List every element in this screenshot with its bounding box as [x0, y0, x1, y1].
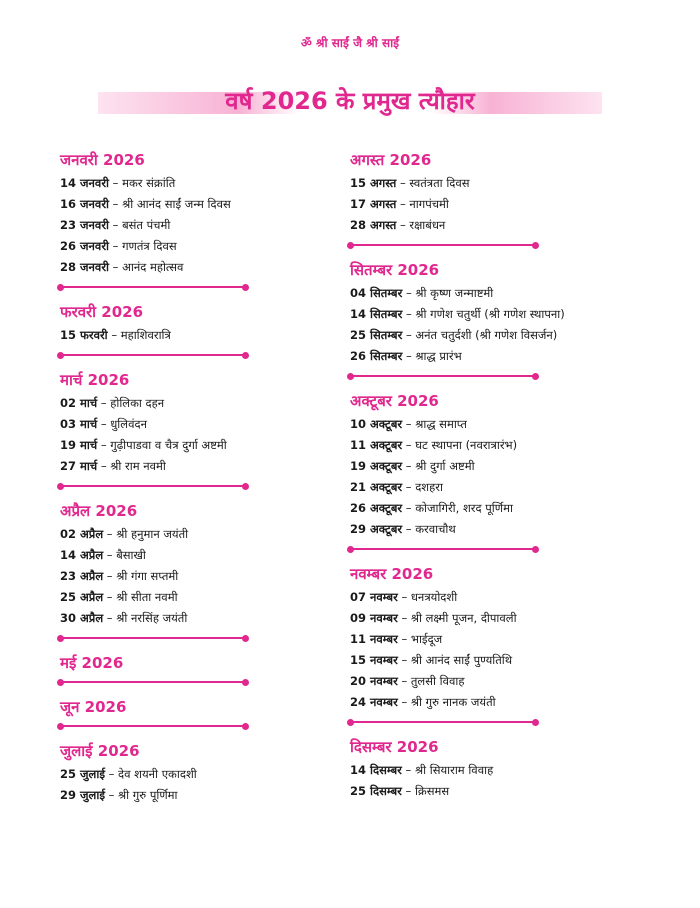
month-section — [60, 501, 350, 653]
festival-entry — [60, 587, 350, 608]
festival-date: 15 अगस्त — [350, 176, 397, 190]
festival-name: दशहरा — [415, 480, 443, 494]
section-divider — [60, 485, 246, 487]
section-divider — [350, 244, 536, 246]
festival-name: स्वतंत्रता दिवस — [409, 176, 470, 190]
entry-separator: – — [399, 197, 406, 211]
month-section — [60, 741, 350, 806]
month-title: दिसम्बर 2026 — [350, 738, 439, 756]
festival-date: 24 नवम्बर — [350, 695, 398, 709]
month-title: अप्रैल 2026 — [60, 502, 138, 520]
festival-name: बसंत पंचमी — [122, 218, 171, 232]
festival-name: श्री गणेश चतुर्थी (श्री गणेश स्थापना) — [415, 307, 565, 321]
festival-entry — [350, 692, 640, 713]
festival-name: होलिका दहन — [110, 396, 165, 410]
right-column — [350, 150, 640, 802]
entry-separator: – — [106, 569, 113, 583]
entry-separator: – — [405, 501, 412, 515]
festival-entry — [350, 781, 640, 802]
festival-name: गुढ़ीपाडवा व चैत्र दुर्गा अष्टमी — [110, 438, 227, 452]
month-section — [60, 697, 350, 741]
festival-name: अनंत चतुर्दशी (श्री गणेश विसर्जन) — [415, 328, 558, 342]
festival-name: रक्षाबंधन — [409, 218, 446, 232]
festival-name: श्री लक्ष्मी पूजन, दीपावली — [410, 611, 517, 625]
section-gap — [60, 288, 350, 302]
festival-entry — [60, 764, 350, 785]
entry-separator: – — [108, 788, 115, 802]
festival-name: श्री गंगा सप्तमी — [116, 569, 179, 583]
festival-name: धनत्रयोदशी — [410, 590, 458, 604]
section-divider — [60, 286, 246, 288]
festival-name: गणतंत्र दिवस — [122, 239, 177, 253]
section-gap — [350, 246, 640, 260]
entry-separator: – — [106, 611, 113, 625]
month-section — [350, 391, 640, 564]
festival-date: 29 जुलाई — [60, 788, 105, 802]
festival-date: 14 सितम्बर — [350, 307, 403, 321]
festival-entry — [60, 566, 350, 587]
festival-entry — [350, 498, 640, 519]
festival-date: 25 दिसम्बर — [350, 784, 402, 798]
month-title: मई 2026 — [60, 654, 124, 672]
festival-date: 03 मार्च — [60, 417, 98, 431]
festival-name: श्री दुर्गा अष्टमी — [415, 459, 475, 473]
festival-date: 28 जनवरी — [60, 260, 109, 274]
entry-separator: – — [106, 548, 113, 562]
left-column — [60, 150, 350, 806]
festival-entry — [60, 215, 350, 236]
section-gap — [60, 356, 350, 370]
entry-separator: – — [100, 417, 107, 431]
festival-entry — [350, 215, 640, 236]
entry-separator: – — [106, 527, 113, 541]
festival-entry — [350, 671, 640, 692]
festival-date: 02 अप्रैल — [60, 527, 104, 541]
festival-entry — [60, 236, 350, 257]
festival-entry — [350, 325, 640, 346]
month-title: अक्टूबर 2026 — [350, 392, 439, 410]
festival-name: श्री आनंद साईं पुण्यतिथि — [410, 653, 513, 667]
festival-date: 30 अप्रैल — [60, 611, 104, 625]
festival-entry — [350, 414, 640, 435]
festival-entry — [350, 608, 640, 629]
festival-date: 02 मार्च — [60, 396, 98, 410]
festival-date: 26 जनवरी — [60, 239, 109, 253]
section-gap — [350, 723, 640, 737]
festival-date: 25 अप्रैल — [60, 590, 104, 604]
entry-separator: – — [112, 260, 119, 274]
festival-entry — [60, 414, 350, 435]
festival-date: 14 दिसम्बर — [350, 763, 402, 777]
festival-entry — [60, 173, 350, 194]
entry-separator: – — [405, 417, 412, 431]
month-section — [60, 653, 350, 697]
section-gap — [60, 487, 350, 501]
month-title: जुलाई 2026 — [60, 742, 140, 760]
festival-date: 28 अगस्त — [350, 218, 397, 232]
festival-entry — [60, 393, 350, 414]
festival-name: श्री सियाराम विवाह — [414, 763, 494, 777]
festival-entry — [60, 257, 350, 278]
entry-separator: – — [399, 176, 406, 190]
festival-date: 17 अगस्त — [350, 197, 397, 211]
entry-separator: – — [112, 218, 119, 232]
month-section — [60, 150, 350, 302]
festival-name: क्रिसमस — [414, 784, 450, 798]
festival-entry — [350, 587, 640, 608]
entry-separator: – — [112, 197, 119, 211]
festival-name: मकर संक्रांति — [122, 176, 176, 190]
festival-name: आनंद महोत्सव — [122, 260, 184, 274]
entry-separator: – — [399, 218, 406, 232]
festival-entry — [350, 760, 640, 781]
festival-entry — [350, 194, 640, 215]
entry-separator: – — [106, 590, 113, 604]
festival-entry — [350, 477, 640, 498]
festival-date: 25 सितम्बर — [350, 328, 403, 342]
festival-name: श्री आनंद साईं जन्म दिवस — [122, 197, 231, 211]
entry-separator: – — [405, 438, 412, 452]
festival-name: श्री हनुमान जयंती — [116, 527, 189, 541]
entry-separator: – — [405, 522, 412, 536]
festival-date: 19 मार्च — [60, 438, 98, 452]
page-title: वर्ष 2026 के प्रमुख त्यौहार — [225, 87, 475, 115]
festival-entry — [350, 283, 640, 304]
month-section — [60, 302, 350, 370]
section-divider — [60, 725, 246, 727]
festival-name: महाशिवरात्रि — [120, 328, 171, 342]
festival-name: नागपंचमी — [409, 197, 449, 211]
festival-name: कोजागिरी, शरद पूर्णिमा — [415, 501, 513, 515]
festival-entry — [60, 456, 350, 477]
page-header: ॐ श्री साईं जै श्री साईं — [300, 36, 400, 50]
festival-name: देव शयनी एकादशी — [118, 767, 197, 781]
entry-separator: – — [112, 176, 119, 190]
festival-date: 20 नवम्बर — [350, 674, 398, 688]
entry-separator: – — [108, 767, 115, 781]
entry-separator: – — [405, 349, 412, 363]
festival-date: 21 अक्टूबर — [350, 480, 403, 494]
festival-date: 15 नवम्बर — [350, 653, 398, 667]
month-title: जून 2026 — [60, 698, 127, 716]
festival-entry — [60, 194, 350, 215]
section-divider — [350, 548, 536, 550]
entry-separator: – — [401, 674, 408, 688]
festival-name: श्री गुरु नानक जयंती — [410, 695, 496, 709]
festival-name: घट स्थापना (नवरात्रारंभ) — [415, 438, 518, 452]
entry-separator: – — [100, 396, 107, 410]
festival-entry — [60, 435, 350, 456]
festival-date: 27 मार्च — [60, 459, 98, 473]
entry-separator: – — [401, 590, 408, 604]
entry-separator: – — [405, 286, 412, 300]
festival-date: 10 अक्टूबर — [350, 417, 403, 431]
festival-entry — [60, 545, 350, 566]
festival-date: 07 नवम्बर — [350, 590, 398, 604]
festival-date: 04 सितम्बर — [350, 286, 403, 300]
month-title: मार्च 2026 — [60, 371, 130, 389]
festival-name: धुलिवंदन — [110, 417, 147, 431]
entry-separator: – — [100, 459, 107, 473]
festival-name: बैसाखी — [116, 548, 146, 562]
entry-separator: – — [100, 438, 107, 452]
festival-date: 25 जुलाई — [60, 767, 105, 781]
entry-separator: – — [401, 632, 408, 646]
festival-date: 11 नवम्बर — [350, 632, 398, 646]
festival-date: 29 अक्टूबर — [350, 522, 403, 536]
festival-date: 26 अक्टूबर — [350, 501, 403, 515]
festival-entry — [60, 785, 350, 806]
section-gap — [60, 683, 350, 697]
section-divider — [350, 721, 536, 723]
entry-separator: – — [405, 763, 412, 777]
entry-separator: – — [401, 695, 408, 709]
entry-separator: – — [405, 307, 412, 321]
section-divider — [350, 375, 536, 377]
festival-date: 19 अक्टूबर — [350, 459, 403, 473]
festival-date: 16 जनवरी — [60, 197, 109, 211]
festival-entry — [350, 650, 640, 671]
festival-entry — [350, 456, 640, 477]
month-section — [350, 564, 640, 737]
month-title: नवम्बर 2026 — [350, 565, 434, 583]
festival-name: श्री कृष्ण जन्माष्टमी — [415, 286, 494, 300]
section-gap — [60, 639, 350, 653]
festival-entry — [60, 608, 350, 629]
festival-name: श्राद्ध समाप्त — [415, 417, 467, 431]
section-gap — [60, 727, 350, 741]
month-section — [60, 370, 350, 501]
festival-date: 23 अप्रैल — [60, 569, 104, 583]
festival-name: तुलसी विवाह — [410, 674, 465, 688]
section-divider — [60, 637, 246, 639]
section-gap — [350, 377, 640, 391]
entry-separator: – — [405, 328, 412, 342]
festival-entry — [350, 173, 640, 194]
festival-entry — [60, 325, 350, 346]
festival-name: करवाचौथ — [415, 522, 456, 536]
festival-entry — [350, 435, 640, 456]
section-divider — [60, 681, 246, 683]
festival-date: 14 अप्रैल — [60, 548, 104, 562]
month-section — [350, 260, 640, 391]
festival-date: 11 अक्टूबर — [350, 438, 403, 452]
month-title: अगस्त 2026 — [350, 151, 432, 169]
festival-entry — [60, 524, 350, 545]
festival-name: श्री सीता नवमी — [116, 590, 178, 604]
section-divider — [60, 354, 246, 356]
entry-separator: – — [111, 328, 118, 342]
festival-name: श्री नरसिंह जयंती — [116, 611, 188, 625]
festival-entry — [350, 304, 640, 325]
festival-date: 23 जनवरी — [60, 218, 109, 232]
festival-entry — [350, 346, 640, 367]
festival-date: 26 सितम्बर — [350, 349, 403, 363]
festival-date: 15 फरवरी — [60, 328, 108, 342]
festival-name: भाईदूज — [410, 632, 443, 646]
entry-separator: – — [401, 653, 408, 667]
entry-separator: – — [405, 784, 412, 798]
entry-separator: – — [405, 480, 412, 494]
month-section — [350, 150, 640, 260]
festival-entry — [350, 629, 640, 650]
section-gap — [350, 550, 640, 564]
entry-separator: – — [401, 611, 408, 625]
festival-entry — [350, 519, 640, 540]
festival-date: 09 नवम्बर — [350, 611, 398, 625]
month-title: सितम्बर 2026 — [350, 261, 440, 279]
entry-separator: – — [405, 459, 412, 473]
festival-name: श्री राम नवमी — [110, 459, 166, 473]
month-title: जनवरी 2026 — [60, 151, 145, 169]
month-title: फरवरी 2026 — [60, 303, 144, 321]
festival-name: श्राद्ध प्रारंभ — [415, 349, 462, 363]
month-section — [350, 737, 640, 802]
festival-name: श्री गुरु पूर्णिमा — [118, 788, 178, 802]
entry-separator: – — [112, 239, 119, 253]
festival-date: 14 जनवरी — [60, 176, 109, 190]
